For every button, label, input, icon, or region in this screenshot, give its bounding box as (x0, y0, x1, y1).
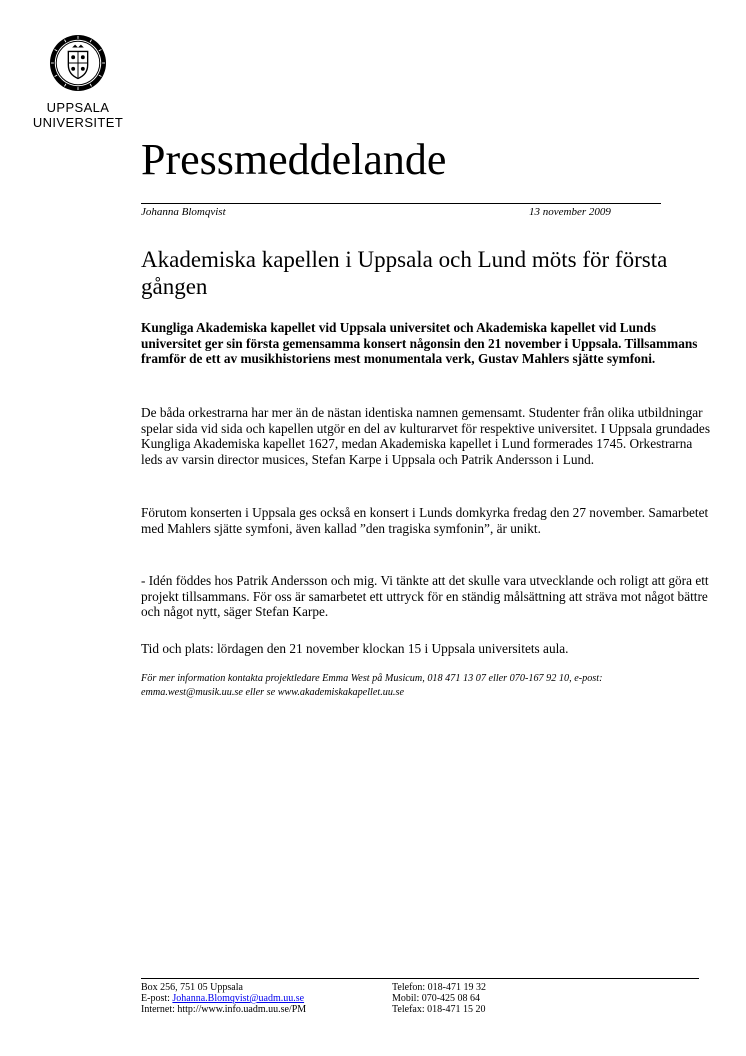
author: Johanna Blomqvist (141, 206, 226, 218)
header-divider (141, 203, 661, 204)
date: 13 november 2009 (529, 206, 611, 218)
article-paragraph-2: Förutom konserten i Uppsala ges också en konsert i Lunds domkyrka fredag den 27 november. Samarbetet med Mahlers sjätte symfoni, även kallad ”den tragiska symfonin”, är unikt. (141, 505, 709, 536)
article-paragraph-3: - Idén föddes hos Patrik Andersson och mig. Vi tänkte att det skulle vara utvecklande och roligt att göra ett projekt tillsammans. För oss är samarbetet ett uttryck för en ständig målsättning att sträva mot något bättre och något nytt, säger Stefan Karpe. (141, 573, 709, 620)
document-title: Pressmeddelande (141, 135, 447, 184)
footer-right (392, 982, 486, 1015)
university-name (30, 100, 126, 130)
footer-fax: Telefax: 018-471 15 20 (392, 1004, 486, 1015)
university-name-line1: UPPSALA (46, 100, 110, 115)
footer-email-label: E-post: (141, 993, 173, 1004)
footer-left (141, 982, 306, 1015)
article-paragraph-1: De båda orkestrarna har mer än de nästan identiska namnen gemensamt. Studenter från olika utbildningar spelar sida vid sida och kapellen utgör en del av kulturarvet för respektive universitet. I Uppsala grundades Kungliga Akademiska kapellet 1627, medan Akademiska kapellet i Lund formerades 1745. Orkestrarna leds av varsin director musices, Stefan Karpe i Uppsala och Patrik Andersson i Lund. (141, 405, 711, 467)
footer-email-line (141, 993, 306, 1004)
article-lead: Kungliga Akademiska kapellet vid Uppsala universitet och Akademiska kapellet vid Lunds universitet ger sin första gemensamma konsert någonsin den 21 november i Uppsala. Tillsammans framför de ett av musikhistoriens mest monumentala verk, Gustav Mahlers sjätte symfoni. (141, 320, 698, 367)
footer-internet: Internet: http://www.info.uadm.uu.se/PM (141, 1004, 307, 1015)
contact-info: För mer information kontakta projektledare Emma West på Musicum, 018 471 13 07 eller 070-167 92 10, e-post: emma.west@musik.uu.se eller se www.akademiskakapellet.uu.se (141, 673, 603, 698)
footer-address: Box 256, 751 05 Uppsala (141, 982, 243, 993)
article-headline: Akademiska kapellen i Uppsala och Lund möts för första gången (141, 247, 668, 299)
university-logo (30, 34, 126, 130)
footer-phone: Telefon: 018-471 19 32 (392, 982, 487, 993)
footer-divider (141, 978, 699, 979)
article-paragraph-4: Tid och plats: lördagen den 21 november klockan 15 i Uppsala universitets aula. (141, 641, 569, 656)
footer-mobile: Mobil: 070-425 08 64 (392, 993, 481, 1004)
footer-email-link[interactable]: Johanna.Blomqvist@uadm.uu.se (172, 993, 305, 1004)
university-seal-icon (49, 34, 107, 92)
university-name-line2: UNIVERSITET (32, 115, 124, 130)
